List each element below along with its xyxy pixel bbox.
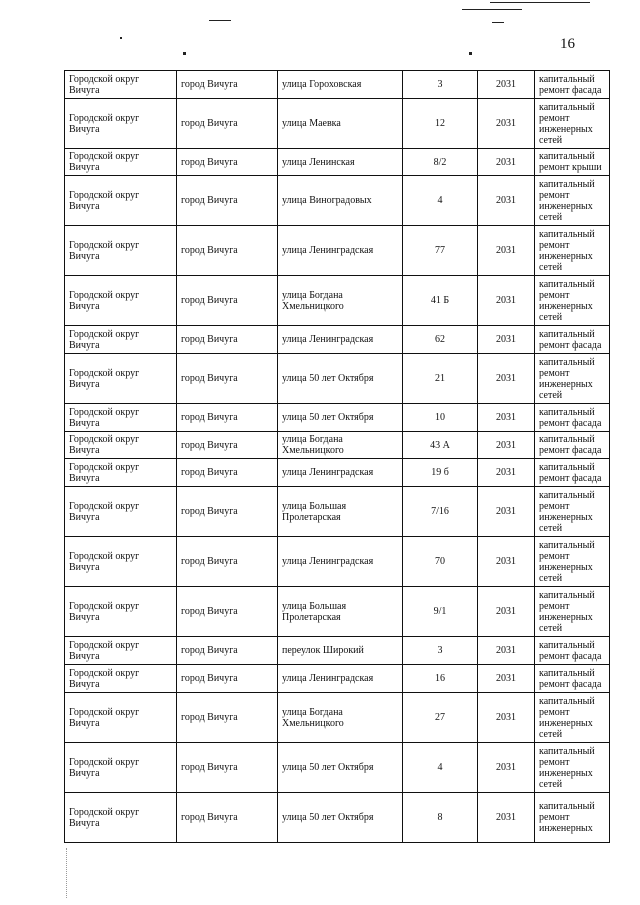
district-cell: Городской округ Вичуга — [65, 99, 177, 149]
table-row — [65, 537, 610, 587]
street-cell: улица 50 лет Октября — [278, 793, 403, 843]
street-cell: улица Ленинская — [278, 149, 403, 176]
city-cell: город Вичуга — [177, 537, 278, 587]
scan-mark-top-3 — [490, 2, 590, 3]
year-cell: 2031 — [478, 487, 535, 537]
work-type-cell: капитальный ремонт фасада — [535, 665, 610, 693]
page-number: 16 — [560, 36, 575, 52]
table-row — [65, 587, 610, 637]
house-number-cell: 8 — [403, 793, 478, 843]
city-cell: город Вичуга — [177, 354, 278, 404]
district-cell: Городской округ Вичуга — [65, 432, 177, 459]
district-cell: Городской округ Вичуга — [65, 226, 177, 276]
street-cell: улица Ленинградская — [278, 665, 403, 693]
street-cell: улица Ленинградская — [278, 326, 403, 354]
year-cell: 2031 — [478, 149, 535, 176]
district-cell: Городской округ Вичуга — [65, 176, 177, 226]
street-cell: улица Богдана Хмельницкого — [278, 432, 403, 459]
house-number-cell: 3 — [403, 71, 478, 99]
city-cell: город Вичуга — [177, 326, 278, 354]
work-type-cell: капитальный ремонт инженерных сетей — [535, 226, 610, 276]
house-number-cell: 8/2 — [403, 149, 478, 176]
house-number-cell: 21 — [403, 354, 478, 404]
city-cell: город Вичуга — [177, 149, 278, 176]
year-cell: 2031 — [478, 743, 535, 793]
district-cell: Городской округ Вичуга — [65, 487, 177, 537]
work-type-cell: капитальный ремонт крыши — [535, 149, 610, 176]
street-cell: улица Большая Пролетарская — [278, 587, 403, 637]
table-row — [65, 459, 610, 487]
house-number-cell: 9/1 — [403, 587, 478, 637]
year-cell: 2031 — [478, 793, 535, 843]
year-cell: 2031 — [478, 537, 535, 587]
district-cell: Городской округ Вичуга — [65, 693, 177, 743]
house-number-cell: 16 — [403, 665, 478, 693]
year-cell: 2031 — [478, 276, 535, 326]
district-cell: Городской округ Вичуга — [65, 459, 177, 487]
house-number-cell: 19 б — [403, 459, 478, 487]
district-cell: Городской округ Вичуга — [65, 276, 177, 326]
work-type-cell: капитальный ремонт фасада — [535, 404, 610, 432]
table-row — [65, 637, 610, 665]
street-cell: улица Ленинградская — [278, 226, 403, 276]
district-cell: Городской округ Вичуга — [65, 149, 177, 176]
city-cell: город Вичуга — [177, 487, 278, 537]
work-type-cell: капитальный ремонт фасада — [535, 326, 610, 354]
house-number-cell: 10 — [403, 404, 478, 432]
district-cell: Городской округ Вичуга — [65, 793, 177, 843]
street-cell: улица 50 лет Октября — [278, 743, 403, 793]
city-cell: город Вичуга — [177, 743, 278, 793]
street-cell: улица Большая Пролетарская — [278, 487, 403, 537]
work-type-cell: капитальный ремонт инженерных сетей — [535, 537, 610, 587]
year-cell: 2031 — [478, 432, 535, 459]
table-row — [65, 665, 610, 693]
work-type-cell: капитальный ремонт инженерных сетей — [535, 743, 610, 793]
table-row — [65, 354, 610, 404]
city-cell: город Вичуга — [177, 587, 278, 637]
street-cell: улица Ленинградская — [278, 537, 403, 587]
year-cell: 2031 — [478, 459, 535, 487]
house-number-cell: 4 — [403, 176, 478, 226]
city-cell: город Вичуга — [177, 432, 278, 459]
street-cell: переулок Широкий — [278, 637, 403, 665]
city-cell: город Вичуга — [177, 793, 278, 843]
house-number-cell: 77 — [403, 226, 478, 276]
year-cell: 2031 — [478, 587, 535, 637]
work-type-cell: капитальный ремонт фасада — [535, 71, 610, 99]
scan-mark-dot-3 — [120, 37, 122, 39]
street-cell: улица Маевка — [278, 99, 403, 149]
house-number-cell: 41 Б — [403, 276, 478, 326]
work-type-cell: капитальный ремонт инженерных сетей — [535, 99, 610, 149]
house-number-cell: 12 — [403, 99, 478, 149]
scan-mark-dot-2 — [469, 52, 472, 55]
street-cell: улица 50 лет Октября — [278, 404, 403, 432]
district-cell: Городской округ Вичуга — [65, 404, 177, 432]
year-cell: 2031 — [478, 176, 535, 226]
table-row — [65, 743, 610, 793]
house-number-cell: 43 А — [403, 432, 478, 459]
district-cell: Городской округ Вичуга — [65, 587, 177, 637]
table-row — [65, 487, 610, 537]
work-type-cell: капитальный ремонт инженерных сетей — [535, 487, 610, 537]
house-number-cell: 4 — [403, 743, 478, 793]
house-number-cell: 27 — [403, 693, 478, 743]
work-type-cell: капитальный ремонт инженерных сетей — [535, 587, 610, 637]
city-cell: город Вичуга — [177, 99, 278, 149]
street-cell: улица Богдана Хмельницкого — [278, 693, 403, 743]
district-cell: Городской округ Вичуга — [65, 637, 177, 665]
city-cell: город Вичуга — [177, 693, 278, 743]
year-cell: 2031 — [478, 71, 535, 99]
table-row — [65, 793, 610, 843]
street-cell: улица Виноградовых — [278, 176, 403, 226]
city-cell: город Вичуга — [177, 459, 278, 487]
year-cell: 2031 — [478, 404, 535, 432]
table-row — [65, 693, 610, 743]
work-type-cell: капитальный ремонт фасада — [535, 637, 610, 665]
district-cell: Городской округ Вичуга — [65, 665, 177, 693]
city-cell: город Вичуга — [177, 176, 278, 226]
year-cell: 2031 — [478, 665, 535, 693]
table-row — [65, 276, 610, 326]
street-cell: улица 50 лет Октября — [278, 354, 403, 404]
year-cell: 2031 — [478, 99, 535, 149]
work-type-cell: капитальный ремонт инженерных сетей — [535, 693, 610, 743]
district-cell: Городской округ Вичуга — [65, 537, 177, 587]
district-cell: Городской округ Вичуга — [65, 71, 177, 99]
district-cell: Городской округ Вичуга — [65, 743, 177, 793]
work-type-cell: капитальный ремонт инженерных — [535, 793, 610, 843]
table-row — [65, 432, 610, 459]
house-number-cell: 3 — [403, 637, 478, 665]
scan-edge-dots — [66, 848, 69, 898]
table-row — [65, 71, 610, 99]
table-row — [65, 149, 610, 176]
table-row — [65, 226, 610, 276]
street-cell: улица Богдана Хмельницкого — [278, 276, 403, 326]
work-type-cell: капитальный ремонт инженерных сетей — [535, 354, 610, 404]
year-cell: 2031 — [478, 354, 535, 404]
table-row — [65, 176, 610, 226]
district-cell: Городской округ Вичуга — [65, 326, 177, 354]
city-cell: город Вичуга — [177, 404, 278, 432]
year-cell: 2031 — [478, 637, 535, 665]
house-number-cell: 62 — [403, 326, 478, 354]
table-row — [65, 404, 610, 432]
year-cell: 2031 — [478, 226, 535, 276]
year-cell: 2031 — [478, 693, 535, 743]
scan-mark-top-2 — [462, 9, 522, 10]
work-type-cell: капитальный ремонт инженерных сетей — [535, 176, 610, 226]
house-number-cell: 70 — [403, 537, 478, 587]
district-cell: Городской округ Вичуга — [65, 354, 177, 404]
city-cell: город Вичуга — [177, 637, 278, 665]
street-cell: улица Ленинградская — [278, 459, 403, 487]
city-cell: город Вичуга — [177, 226, 278, 276]
table-row — [65, 326, 610, 354]
city-cell: город Вичуга — [177, 276, 278, 326]
work-type-cell: капитальный ремонт фасада — [535, 432, 610, 459]
scan-mark-dot-1 — [183, 52, 186, 55]
housing-repair-table — [64, 70, 610, 843]
scan-mark-top-1 — [209, 20, 231, 21]
table-row — [65, 99, 610, 149]
scan-mark-top-4 — [492, 22, 504, 23]
work-type-cell: капитальный ремонт фасада — [535, 459, 610, 487]
work-type-cell: капитальный ремонт инженерных сетей — [535, 276, 610, 326]
year-cell: 2031 — [478, 326, 535, 354]
house-number-cell: 7/16 — [403, 487, 478, 537]
city-cell: город Вичуга — [177, 71, 278, 99]
street-cell: улица Гороховская — [278, 71, 403, 99]
city-cell: город Вичуга — [177, 665, 278, 693]
